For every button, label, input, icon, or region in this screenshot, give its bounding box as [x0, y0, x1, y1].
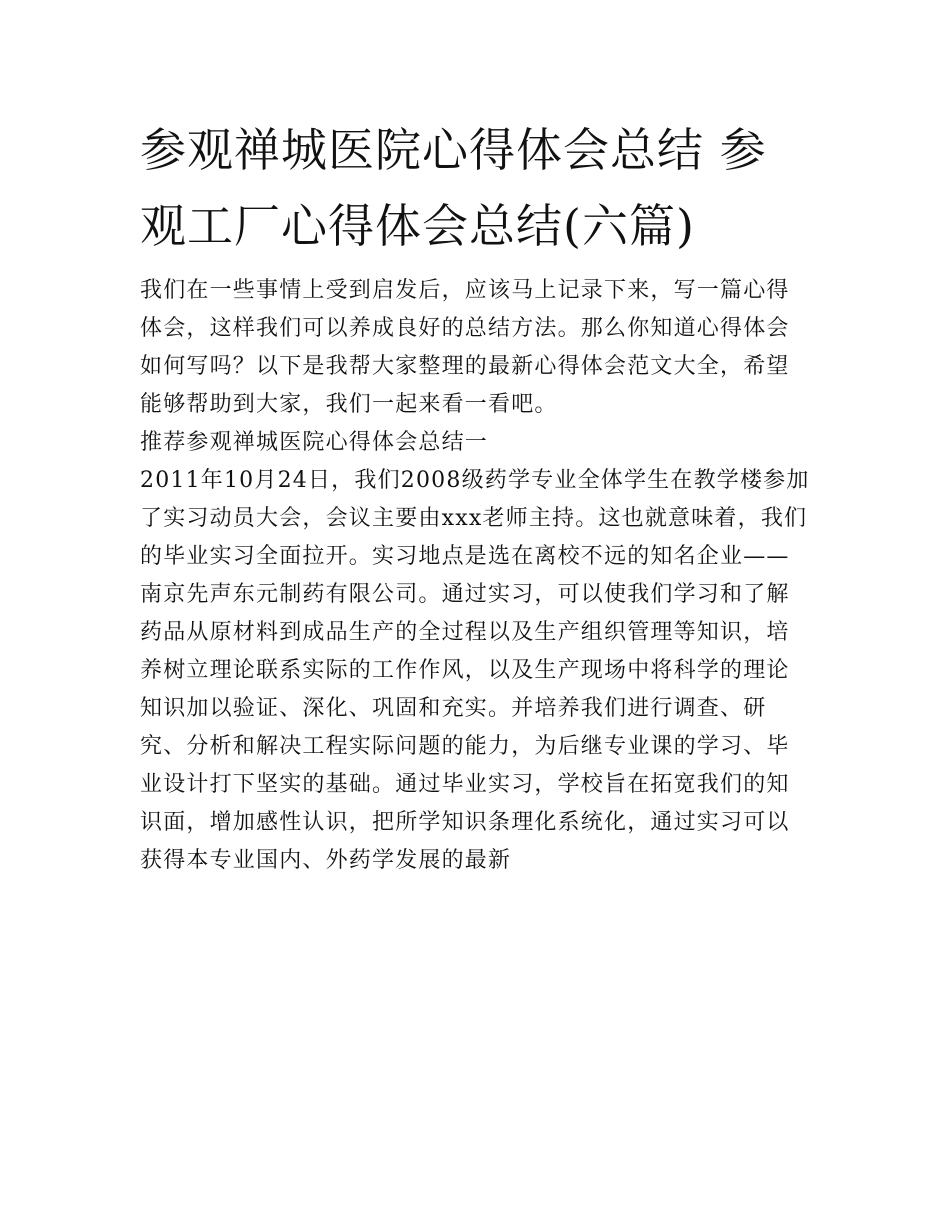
document-body — [140, 272, 812, 880]
document-page — [140, 112, 812, 880]
intro-paragraph: 我们在一些事情上受到启发后，应该马上记录下来，写一篇心得体会，这样我们可以养成良好的总结方法。那么你知道心得体会如何写吗？以下是我帮大家整理的最新心得体会范文大全，希望能够帮助到大家，我们一起来看一看吧。 — [140, 278, 790, 417]
section-paragraph: 2011年10月24日，我们2008级药学专业全体学生在教学楼参加了实习动员大会，会议主要由xxx老师主持。这也就意味着，我们的毕业实习全面拉开。实习地点是选在离校不远的知名企业——南京先声东元制药有限公司。通过实习，可以使我们学习和了解药品从原材料到成品生产的全过程以及生产组织管理等知识，培养树立理论联系实际的工作作风，以及生产现场中将科学的理论知识加以验证、深化、巩固和充实。并培养我们进行调查、研究、分析和解决工程实际问题的能力，为后继专业课的学习、毕业设计打下坚实的基础。通过毕业实习，学校旨在拓宽我们的知识面，增加感性认识，把所学知识条理化系统化，通过实习可以获得本专业国内、外药学发展的最新 — [140, 468, 810, 873]
document-title: 参观禅城医院心得体会总结 参观工厂心得体会总结(六篇) — [140, 123, 767, 253]
section-heading: 推荐参观禅城医院心得体会总结一 — [140, 430, 489, 455]
